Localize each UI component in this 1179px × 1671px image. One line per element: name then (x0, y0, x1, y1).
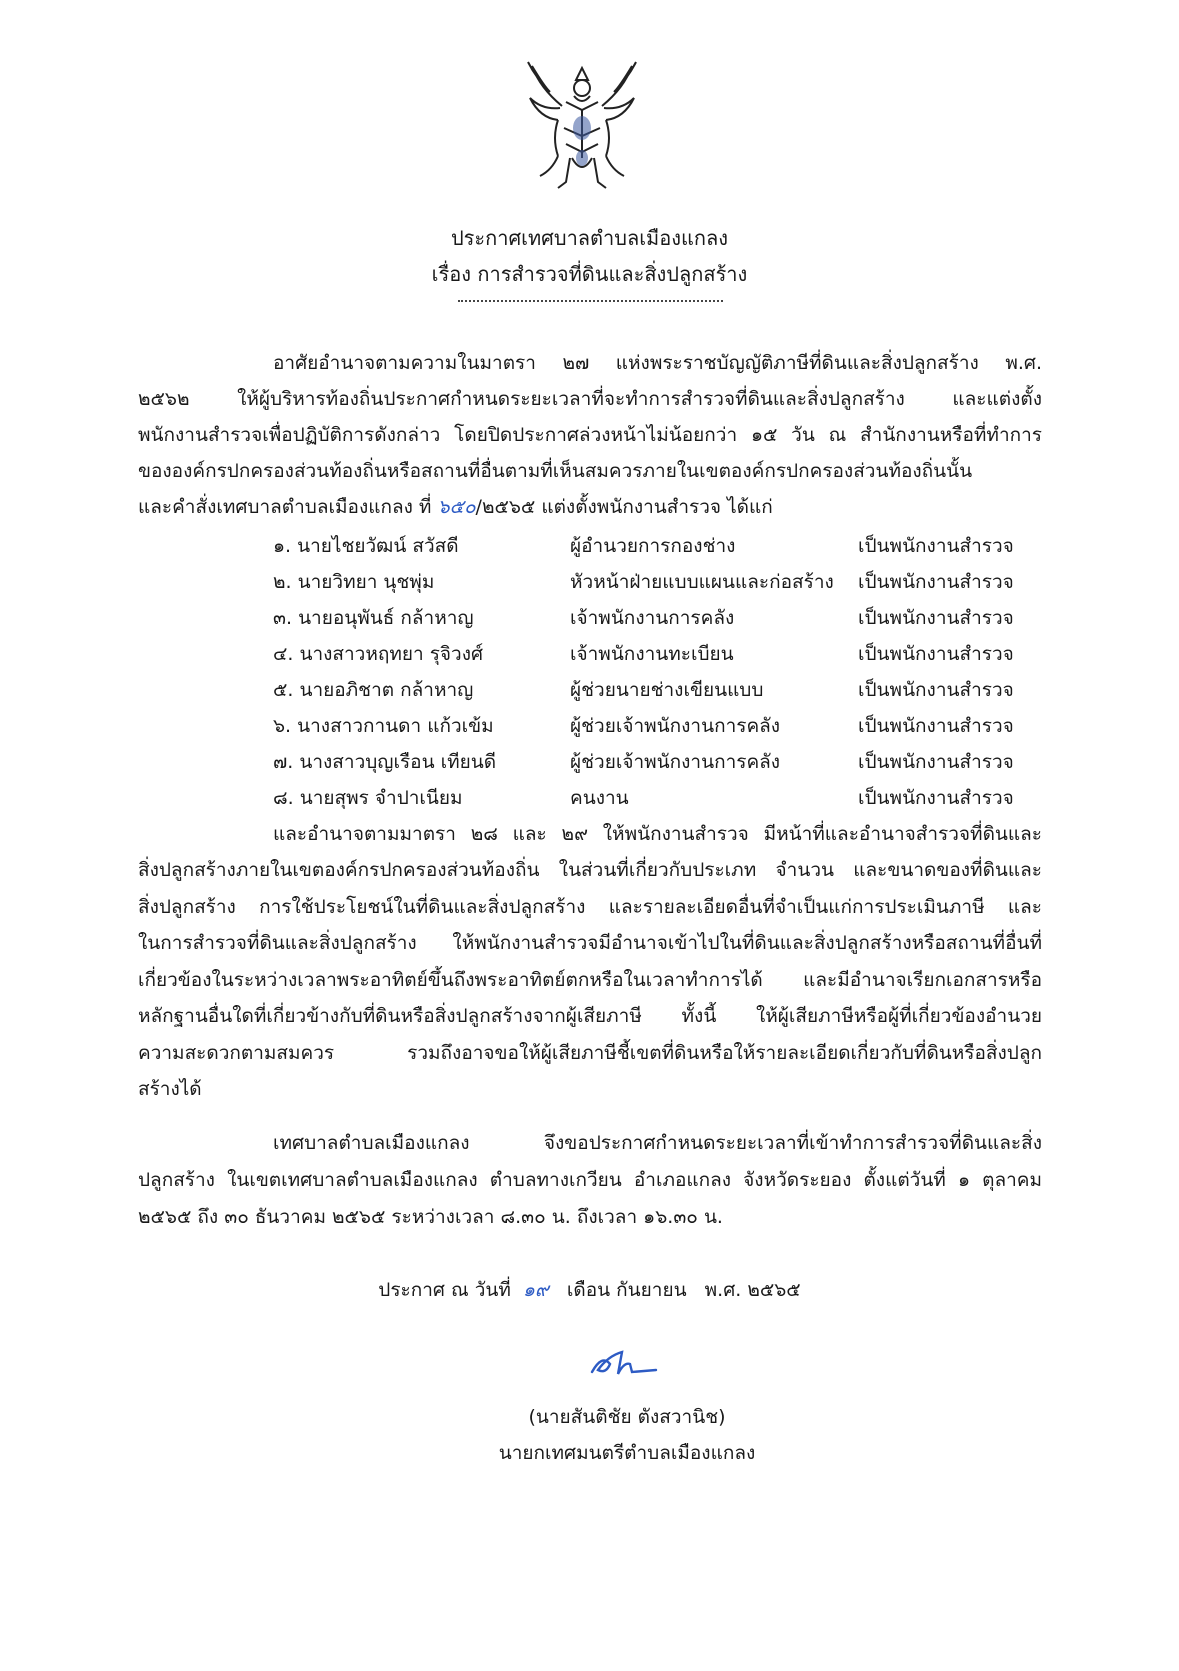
surveyor-row (0, 603, 1179, 633)
order-prefix: และคำสั่งเทศบาลตำบลเมืองแกลง ที่ (138, 496, 432, 518)
order-number-handwritten: ๖๕๐ (437, 496, 476, 518)
powers-line: สิ่งปลูกสร้างภายในเขตองค์กรปกครองส่วนท้องถิ่น ในส่วนที่เกี่ยวกับประเภท จำนวน และขนาดของที่ดินและ (138, 859, 1042, 881)
surveyor-position: คนงาน (570, 787, 629, 809)
surveyor-name: ๕. นายอภิชาต กล้าหาญ (273, 679, 474, 701)
garuda-emblem-icon (522, 58, 642, 193)
surveyor-position: เจ้าพนักงานทะเบียน (570, 643, 734, 665)
surveyor-name: ๑. นายไชยวัฒน์ สวัสดี (273, 535, 459, 557)
schedule-line: เทศบาลตำบลเมืองแกลง จึงขอประกาศกำหนดระยะเวลาที่เข้าทำการสำรวจที่ดินและสิ่ง (273, 1132, 1042, 1154)
surveyor-row (0, 711, 1179, 741)
signatory-name: (นายสันติชัย ตังสวานิช) (528, 1406, 726, 1428)
surveyor-row (0, 531, 1179, 561)
intro-line: ๒๕๖๒ ให้ผู้บริหารท้องถิ่นประกาศกำหนดระยะเวลาที่จะทำการสำรวจที่ดินและสิ่งปลูกสร้าง และแต่งตั้ง (138, 388, 1042, 410)
surveyor-role: เป็นพนักงานสำรวจ (858, 751, 1014, 773)
powers-line: เกี่ยวข้องในระหว่างเวลาพระอาทิตย์ขึ้นถึงพระอาทิตย์ตกหรือในเวลาทำการได้ และมีอำนาจเรียกเอกสารหรือ (138, 969, 1042, 991)
surveyor-role: เป็นพนักงานสำรวจ (858, 643, 1014, 665)
surveyor-name: ๔. นางสาวหฤทยา รุจิวงศ์ (273, 643, 484, 665)
powers-line: ในการสำรวจที่ดินและสิ่งปลูกสร้าง ให้พนักงานสำรวจมีอำนาจเข้าไปในที่ดินและสิ่งปลูกสร้างหรือสถานที่อื่นที่ (138, 932, 1042, 954)
surveyor-row (0, 747, 1179, 777)
surveyor-role: เป็นพนักงานสำรวจ (858, 787, 1014, 809)
dotted-divider (458, 300, 723, 302)
intro-line: ขององค์กรปกครองส่วนท้องถิ่นหรือสถานที่อื่นตามที่เห็นสมควรภายในเขตองค์กรปกครองส่วนท้องถิ่นนั้น (138, 460, 973, 482)
surveyor-position: เจ้าพนักงานการคลัง (570, 607, 735, 629)
surveyor-name: ๓. นายอนุพันธ์ กล้าหาญ (273, 607, 474, 629)
announcement-title: ประกาศเทศบาลตำบลเมืองแกลง (450, 226, 729, 250)
surveyor-position: ผู้ช่วยเจ้าพนักงานการคลัง (570, 751, 781, 773)
surveyor-row (0, 639, 1179, 669)
date-day-handwritten: ๑๙ (522, 1279, 549, 1301)
intro-line: อาศัยอำนาจตามความในมาตรา ๒๗ แห่งพระราชบัญญัติภาษีที่ดินและสิ่งปลูกสร้าง พ.ศ. (273, 352, 1042, 374)
signatory-title: นายกเทศมนตรีตำบลเมืองแกลง (498, 1442, 756, 1464)
powers-line: สร้างได้ (138, 1078, 202, 1100)
surveyor-name: ๗. นางสาวบุญเรือน เทียนดี (273, 751, 497, 773)
surveyor-position: หัวหน้าฝ่ายแบบแผนและก่อสร้าง (570, 571, 834, 593)
surveyor-position: ผู้ช่วยเจ้าพนักงานการคลัง (570, 715, 781, 737)
surveyor-role: เป็นพนักงานสำรวจ (858, 715, 1014, 737)
surveyor-name: ๒. นายวิทยา นุชพุ่ม (273, 571, 435, 593)
powers-line: สิ่งปลูกสร้าง การใช้ประโยชน์ในที่ดินและสิ่งปลูกสร้าง และรายละเอียดอื่นที่จำเป็นแก่การประเมินภาษี และ (138, 896, 1042, 918)
surveyor-role: เป็นพนักงานสำรวจ (858, 535, 1014, 557)
surveyor-role: เป็นพนักงานสำรวจ (858, 571, 1014, 593)
surveyor-role: เป็นพนักงานสำรวจ (858, 607, 1014, 629)
schedule-line: ๒๕๖๕ ถึง ๓๐ ธันวาคม ๒๕๖๕ ระหว่างเวลา ๘.๓๐ น. ถึงเวลา ๑๖.๓๐ น. (138, 1206, 723, 1228)
date-month: เดือน กันยายน (566, 1279, 687, 1301)
announcement-date (0, 1275, 1179, 1305)
powers-line: และอำนาจตามมาตรา ๒๘ และ ๒๙ ให้พนักงานสำรวจ มีหน้าที่และอำนาจสำรวจที่ดินและ (273, 823, 1042, 845)
signature-scribble-icon (588, 1342, 660, 1382)
surveyor-role: เป็นพนักงานสำรวจ (858, 679, 1014, 701)
surveyor-row (0, 567, 1179, 597)
surveyor-position: ผู้ช่วยนายช่างเขียนแบบ (570, 679, 764, 701)
surveyor-row (0, 675, 1179, 705)
surveyor-row (0, 783, 1179, 813)
schedule-line: ปลูกสร้าง ในเขตเทศบาลตำบลเมืองแกลง ตำบลทางเกวียน อำเภอแกลง จังหวัดระยอง ตั้งแต่วันที่ ๑ ตุลาคม (138, 1169, 1042, 1191)
date-year: พ.ศ. ๒๕๖๕ (704, 1279, 801, 1301)
intro-line: พนักงานสำรวจเพื่อปฏิบัติการดังกล่าว โดยปิดประกาศล่วงหน้าไม่น้อยกว่า ๑๕ วัน ณ สำนักงานหรือที่ทำการ (138, 424, 1042, 446)
powers-line: ความสะดวกตามสมควร รวมถึงอาจขอให้ผู้เสียภาษีชี้เขตที่ดินหรือให้รายละเอียดเกี่ยวกับที่ดินหรือสิ่งปลูก (138, 1042, 1042, 1064)
powers-line: หลักฐานอื่นใดที่เกี่ยวข้างกับที่ดินหรือสิ่งปลูกสร้างจากผู้เสียภาษี ทั้งนี้ ให้ผู้เสียภาษีหรือผู้ที่เกี่ยวข้องอำนวย (138, 1005, 1042, 1027)
order-line (138, 492, 1042, 522)
surveyor-name: ๖. นางสาวกานดา แก้วเข้ม (273, 715, 494, 737)
date-prefix: ประกาศ ณ วันที่ (378, 1279, 511, 1301)
surveyor-position: ผู้อำนวยการกองช่าง (570, 535, 736, 557)
order-suffix: /๒๕๖๕ แต่งตั้งพนักงานสำรวจ ได้แก่ (475, 496, 773, 518)
surveyor-name: ๘. นายสุพร จำปาเนียม (273, 787, 463, 809)
announcement-subject: เรื่อง การสำรวจที่ดินและสิ่งปลูกสร้าง (431, 262, 748, 286)
